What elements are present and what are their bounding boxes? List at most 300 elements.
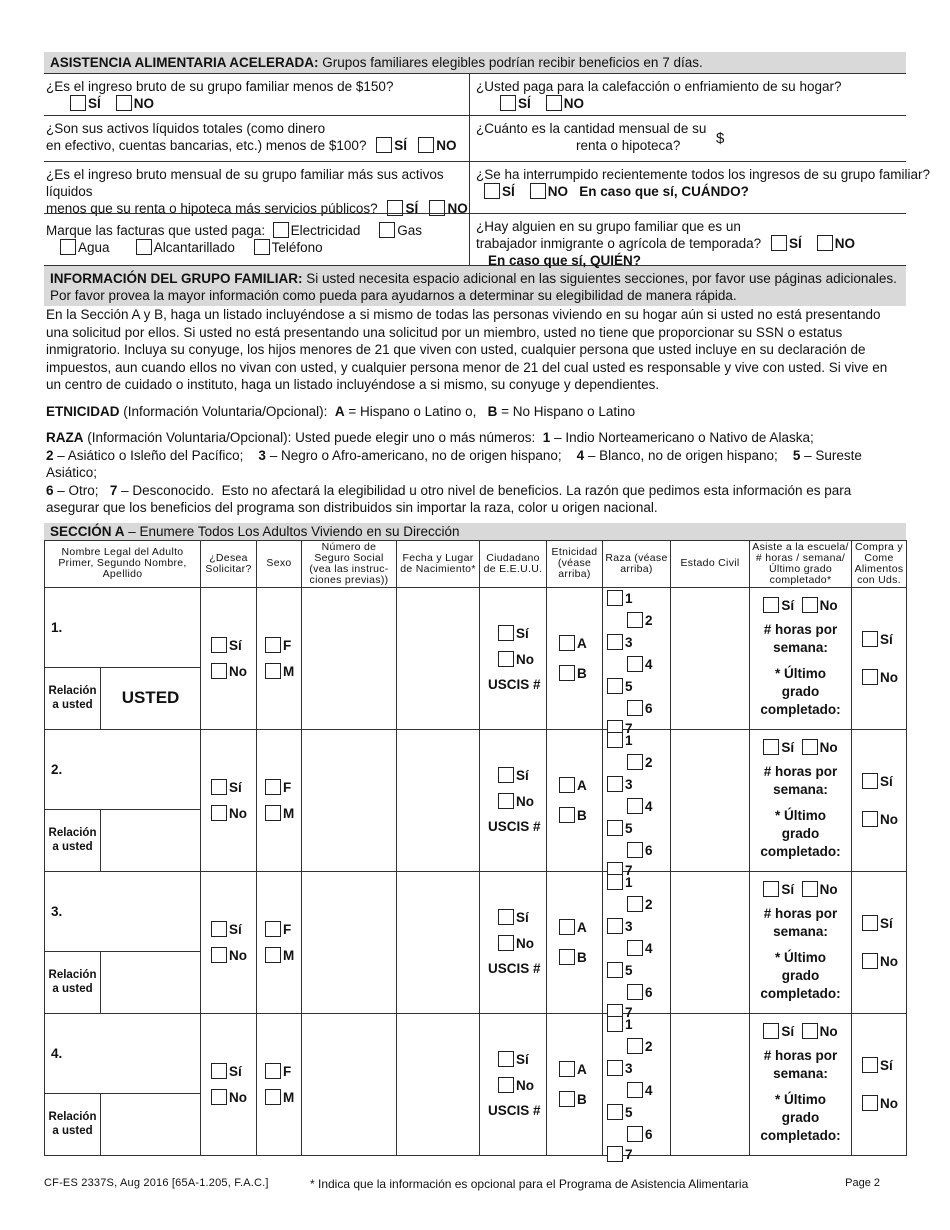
sex-m-checkbox[interactable] [265,1089,281,1105]
si-label: Sí [229,638,242,653]
row-number: 1. [51,619,63,635]
marital-cell[interactable] [671,871,750,1013]
col-sex: Sexo [257,540,302,587]
race-option-label: 4 [645,941,653,956]
bill-water-label: Agua [78,240,110,255]
q-income-150-yes-checkbox[interactable] [70,95,86,111]
bill-gas-checkbox[interactable] [379,222,395,238]
race-num: 4 [576,447,585,463]
citizen-option [498,767,546,783]
relation-label: Relación a usted [48,969,97,995]
school-no-checkbox[interactable] [802,1023,818,1039]
apply-no-checkbox[interactable] [211,947,227,963]
race-option-label: 3 [625,635,633,650]
ethnicity-a-checkbox[interactable] [559,919,575,935]
yes-label: SÍ [394,138,407,153]
food-option [862,1095,906,1111]
race-3-checkbox[interactable] [607,634,623,650]
relation-label: Relación a usted [48,1111,97,1137]
ssn-cell[interactable] [302,1013,397,1155]
citizen-no-checkbox[interactable] [498,1077,514,1093]
race-note: Esto no afectará la elegibilidad u otro nivel de beneficios. La razón que pedimos esta información es para asegurar que los beneficios del programa son distribuidos sin importar la raza, color u origen nacional. [46,482,852,515]
dob-cell[interactable] [397,871,480,1013]
q-liquid-assets-no-checkbox[interactable] [418,137,434,153]
no-label: NO [547,184,569,199]
citizen-option [498,1051,546,1067]
yes-label: SÍ [518,96,531,111]
apply-yes-checkbox[interactable] [211,1063,227,1079]
ethnicity-option [559,1061,602,1077]
grade-label: * Último grado completado: [760,808,841,859]
ethnicity-b-checkbox[interactable] [559,665,575,681]
race-6-checkbox[interactable] [627,700,643,716]
ethnicity-cell [547,729,603,871]
q-migrant-who: En caso que sí, QUIÉN? [488,253,642,268]
no-label: NO [436,138,457,153]
ethnicity-cell [547,587,603,729]
race-3-checkbox[interactable] [607,776,623,792]
school-yes-checkbox[interactable] [763,1023,779,1039]
food-no-checkbox[interactable] [862,669,878,685]
food-cell [852,729,907,871]
sex-f-checkbox[interactable] [265,921,281,937]
q-liquid-assets-line1: ¿Son sus activos líquidos totales (como dinero [46,121,326,136]
race-option [627,700,653,716]
f-label: F [283,1064,292,1079]
race-option [627,1126,653,1142]
race-desc: – Negro o Afro-americano, no de origen hispano; [269,447,562,463]
si-label: Sí [880,774,893,789]
sex-f-checkbox[interactable] [265,637,281,653]
a-label: A [577,636,587,651]
school-no-checkbox[interactable] [802,739,818,755]
race-option [607,962,633,978]
m-label: M [283,948,295,963]
food-cell [852,871,907,1013]
citizen-yes-checkbox[interactable] [498,909,514,925]
food-option [862,773,906,789]
race-option-label: 5 [625,1105,633,1120]
q-rent [469,115,906,161]
sex-cell [257,871,302,1013]
race-option [627,896,653,912]
race-1-checkbox[interactable] [607,590,623,606]
q-heating-text: ¿Usted paga para la calefacción o enfriamiento de su hogar? [476,79,842,94]
race-5-checkbox[interactable] [607,962,623,978]
citizen-option [498,625,546,641]
ssn-cell[interactable] [302,871,397,1013]
relation-input-cell[interactable] [101,809,201,871]
adult-name-cell[interactable] [45,729,201,809]
citizen-yes-checkbox[interactable] [498,767,514,783]
food-option [862,631,906,647]
col-name: Nombre Legal del Adulto Primer, Segundo Nombre, Apellido [45,540,201,587]
adult-name-cell[interactable] [45,587,201,667]
race-4-checkbox[interactable] [627,656,643,672]
si-label: Sí [880,916,893,931]
optional-note: * Indica que la información es opcional para el Programa de Asistencia Alimentaria [310,1177,749,1191]
ethnicity-option [559,1091,602,1107]
sex-m-checkbox[interactable] [265,947,281,963]
b-label: B [577,950,587,965]
race-option-label: 3 [625,1061,633,1076]
race-option [627,842,653,858]
food-no-checkbox[interactable] [862,1095,878,1111]
race-5-checkbox[interactable] [607,1104,623,1120]
a-label: A [577,1062,587,1077]
race-1-checkbox[interactable] [607,874,623,890]
apply-yes-checkbox[interactable] [211,779,227,795]
q-income-vs-rent-line2: menos que su renta o hipoteca más servicios públicos? [46,201,378,216]
table-row [45,729,907,809]
marital-cell[interactable] [671,587,750,729]
ethnicity-text: (Información Voluntaria/Opcional): [123,403,328,419]
relation-label: Relación a usted [48,685,97,711]
no-label: No [516,651,534,667]
race-num: 7 [109,482,118,498]
school-no-checkbox[interactable] [802,881,818,897]
school-cell [750,871,852,1013]
apply-option [211,779,256,795]
race-1-checkbox[interactable] [607,1016,623,1032]
sex-option [265,637,301,653]
race-6-checkbox[interactable] [627,1126,643,1142]
school-yes-checkbox[interactable] [763,881,779,897]
school-yes-checkbox[interactable] [763,597,779,613]
bill-sewer-label: Alcantarillado [153,240,235,255]
citizen-cell [480,729,547,871]
race-option [607,1104,633,1120]
sex-m-checkbox[interactable] [265,663,281,679]
ethnicity-b-checkbox[interactable] [559,1091,575,1107]
si-label: Sí [516,909,529,925]
race-2-checkbox[interactable] [627,1038,643,1054]
sex-option [265,805,301,821]
bill-phone-checkbox[interactable] [254,239,270,255]
citizen-no-checkbox[interactable] [498,935,514,951]
race-option [607,776,633,792]
expedited-band [44,52,906,73]
adult-name-cell[interactable] [45,871,201,951]
citizen-option [498,935,546,951]
no-label: No [819,1024,838,1039]
q-rent-line2: renta o hipoteca? [576,138,681,153]
food-cell [852,587,907,729]
form-page [44,52,930,1162]
section-a-title: SECCIÓN A [50,523,125,539]
ethnicity-option [559,777,602,793]
si-label: Sí [516,625,529,641]
marital-cell[interactable] [671,729,750,871]
race-option [627,612,653,628]
si-label: Sí [880,1058,893,1073]
race-option-label: 2 [645,613,653,628]
citizen-cell [480,587,547,729]
q-liquid-assets-line2: en efectivo, cuentas bancarias, etc.) menos de $100? [46,138,367,153]
q-migrant-line2: trabajador inmigrante o agrícola de temporada? [476,236,762,251]
relation-value: USTED [121,688,180,707]
q-heating-no-checkbox[interactable] [546,95,562,111]
race-option-label: 7 [625,1005,633,1020]
race-option [627,798,653,814]
race-desc: – Sureste Asiático; [46,447,862,480]
q-income-150 [44,73,469,115]
f-label: F [283,638,292,653]
race-option [607,1060,633,1076]
dob-cell[interactable] [397,1013,480,1155]
ethnicity-a-checkbox[interactable] [559,777,575,793]
race-option [607,1146,633,1162]
apply-yes-checkbox[interactable] [211,637,227,653]
sex-option [265,1063,301,1079]
rent-amount-field[interactable]: $ [716,130,725,147]
food-yes-checkbox[interactable] [862,915,878,931]
school-yes-checkbox[interactable] [763,739,779,755]
sex-option [265,921,301,937]
race-cell [603,1013,671,1162]
q-income-150-no-checkbox[interactable] [116,95,132,111]
citizen-yes-checkbox[interactable] [498,1051,514,1067]
ethnicity-b-text: = No Hispano o Latino [501,403,636,419]
q-income-vs-rent-line1: ¿Es el ingreso bruto mensual de su grupo familiar más sus activos líquidos [46,167,444,199]
citizen-option [498,909,546,925]
col-apply: ¿Desea Solicitar? [201,540,257,587]
race-4-checkbox[interactable] [627,940,643,956]
bill-electricity-checkbox[interactable] [273,222,289,238]
race-1-checkbox[interactable] [607,732,623,748]
q-heating-yes-checkbox[interactable] [500,95,516,111]
sex-m-checkbox[interactable] [265,805,281,821]
si-label: Sí [516,767,529,783]
q-income-stopped-yes-checkbox[interactable] [484,183,500,199]
ethnicity-a-text: = Hispano o Latino o, [348,403,477,419]
food-yes-checkbox[interactable] [862,1057,878,1073]
apply-no-checkbox[interactable] [211,1089,227,1105]
school-no-checkbox[interactable] [802,597,818,613]
race-2-checkbox[interactable] [627,612,643,628]
race-6-checkbox[interactable] [627,842,643,858]
expedited-title: ASISTENCIA ALIMENTARIA ACELERADA: [50,55,319,70]
citizen-no-checkbox[interactable] [498,793,514,809]
no-label: No [880,954,898,969]
no-label: NO [563,96,585,111]
apply-no-checkbox[interactable] [211,805,227,821]
food-no-checkbox[interactable] [862,811,878,827]
si-label: Sí [229,780,242,795]
b-label: B [577,1092,587,1107]
race-6-checkbox[interactable] [627,984,643,1000]
race-option [607,1016,633,1032]
citizen-option [498,1077,546,1093]
school-cell [750,587,852,729]
race-cell [603,871,671,1020]
no-label: No [229,948,247,963]
race-cell [603,587,671,736]
race-option-label: 7 [625,863,633,878]
race-desc: – Blanco, no de origen hispano; [587,447,778,463]
no-label: No [819,882,838,897]
sex-option [265,1089,301,1105]
b-label: B [577,666,587,681]
no-label: No [819,598,838,613]
yes-label: SÍ [788,236,802,251]
f-label: F [283,780,292,795]
q-migrant-no-checkbox[interactable] [817,235,833,251]
relation-input-cell[interactable] [101,951,201,1013]
ethnicity-a-checkbox[interactable] [559,635,575,651]
bill-gas-label: Gas [397,223,422,238]
race-option [607,678,633,694]
race-3-checkbox[interactable] [607,1060,623,1076]
bill-water-checkbox[interactable] [60,239,76,255]
household-title: INFORMACIÓN DEL GRUPO FAMILIAR: [50,271,303,286]
race-num: 6 [46,482,54,498]
q-migrant-line1: ¿Hay alguien en su grupo familiar que es un [476,219,741,234]
marital-cell[interactable] [671,1013,750,1155]
apply-cell [201,587,257,729]
si-label: Sí [781,882,795,897]
ethnicity-b-checkbox[interactable] [559,949,575,965]
m-label: M [283,664,295,679]
race-7-checkbox[interactable] [607,1146,623,1162]
table-row [45,871,907,951]
bill-sewer-checkbox[interactable] [136,239,152,255]
no-label: No [229,664,247,679]
q-heating [469,73,906,115]
q-liquid-assets [44,115,469,161]
no-label: No [516,1077,534,1093]
q-migrant-yes-checkbox[interactable] [771,235,787,251]
hours-label: # horas por semana: [763,906,838,939]
no-label: NO [133,96,155,111]
uscis-label: USCIS # [488,676,541,692]
race-option-label: 5 [625,679,633,694]
row-number: 4. [51,1045,63,1061]
sex-cell [257,587,302,729]
si-label: Sí [229,922,242,937]
ethnicity-cell [547,871,603,1013]
food-yes-checkbox[interactable] [862,631,878,647]
race-2-checkbox[interactable] [627,896,643,912]
race-option-label: 2 [645,1039,653,1054]
uscis-label: USCIS # [488,1102,541,1118]
form-code: CF-ES 2337S, Aug 2016 [65A-1.205, F.A.C.] [44,1177,269,1189]
apply-option [211,805,256,821]
race-5-checkbox[interactable] [607,678,623,694]
race-option-label: 3 [625,919,633,934]
food-option [862,1057,906,1073]
race-num: 1 [542,430,551,445]
m-label: M [283,806,295,821]
ssn-cell[interactable] [302,587,397,729]
q-migrant [469,213,906,268]
no-label: No [229,806,247,821]
ethnicity-a-checkbox[interactable] [559,1061,575,1077]
sex-f-checkbox[interactable] [265,1063,281,1079]
ethnicity-option [559,665,602,681]
adult-name-cell[interactable] [45,1013,201,1093]
apply-yes-checkbox[interactable] [211,921,227,937]
section-a-header [44,523,906,540]
sex-f-checkbox[interactable] [265,779,281,795]
no-label: No [229,1090,247,1105]
race-label: RAZA [46,430,84,445]
citizen-option [498,793,546,809]
ethnicity-a: A [334,403,345,419]
q-income-150-text: ¿Es el ingreso bruto de su grupo familiar menos de $150? [46,79,394,94]
race-4-checkbox[interactable] [627,1082,643,1098]
no-label: NO [447,201,468,216]
citizen-no-checkbox[interactable] [498,651,514,667]
no-label: No [516,935,534,951]
relation-input-cell[interactable] [101,667,201,729]
household-band-text: Si usted necesita espacio adicional en las siguientes secciones, por favor use páginas adicionales. Por favor provea la mayor información como pueda para ayudarnos a determinar su elegibilidad de manera rápida. [50,271,897,303]
ethnicity-option [559,807,602,823]
apply-cell [201,871,257,1013]
race-option [627,940,653,956]
food-option [862,953,906,969]
col-dob: Fecha y Lugar de Nacimiento* [397,540,480,587]
expedited-questions [44,73,930,268]
relation-input-cell[interactable] [101,1093,201,1155]
race-num: 3 [258,447,266,463]
relation-label-cell [45,809,101,871]
col-marital: Estado Civil [671,540,750,587]
race-text: (Información Voluntaria/Opcional): Usted puede elegir uno o más números: [87,430,536,445]
q-bills [44,213,469,265]
f-label: F [283,922,292,937]
race-2-checkbox[interactable] [627,754,643,770]
dob-cell[interactable] [397,729,480,871]
ethnicity-b-checkbox[interactable] [559,807,575,823]
race-desc: – Desconocido. [121,482,215,498]
b-label: B [577,808,587,823]
col-food: Compra y Come Alimentos con Uds. [852,540,907,587]
relation-label-cell [45,667,101,729]
race-cell [603,729,671,878]
food-option [862,811,906,827]
yes-label: SÍ [88,96,101,111]
school-cell [750,729,852,871]
dob-cell[interactable] [397,587,480,729]
ethnicity-info [44,403,906,421]
relation-label-cell [45,1093,101,1155]
race-num: 2 [46,447,54,463]
food-no-checkbox[interactable] [862,953,878,969]
food-cell [852,1013,907,1155]
race-3-checkbox[interactable] [607,918,623,934]
apply-option [211,1063,256,1079]
race-4-checkbox[interactable] [627,798,643,814]
q-liquid-assets-yes-checkbox[interactable] [376,137,392,153]
race-option-label: 4 [645,1083,653,1098]
race-option [627,1082,653,1098]
citizen-cell [480,871,547,1013]
citizen-yes-checkbox[interactable] [498,625,514,641]
apply-no-checkbox[interactable] [211,663,227,679]
ssn-cell[interactable] [302,729,397,871]
race-option-label: 4 [645,799,653,814]
race-desc: – Asiático o Isleño del Pacífico; [57,447,244,463]
citizen-cell [480,1013,547,1155]
q-income-stopped-no-checkbox[interactable] [530,183,546,199]
race-5-checkbox[interactable] [607,820,623,836]
food-yes-checkbox[interactable] [862,773,878,789]
race-option [607,590,633,606]
race-option [627,656,653,672]
table-row [45,587,907,667]
adults-table [44,540,907,1162]
